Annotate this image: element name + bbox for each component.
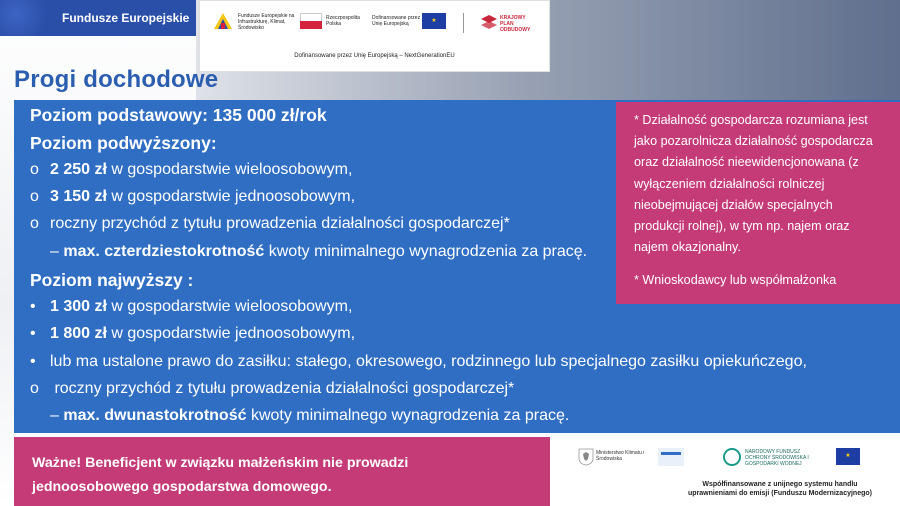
list-item-amount: 2 250 zł [50,161,107,178]
list-item-amount: 3 150 zł [50,188,107,205]
continuation-dash: – [50,243,64,260]
list-item-text: w gospodarstwie jednoosobowym, [106,325,356,342]
eu-flag-icon: ★ [422,13,446,29]
continuation-dash: – [50,407,64,424]
list-item-text: w gospodarstwie wieloosobowym, [106,161,353,178]
raised-continuation [50,243,587,261]
eu-flag-icon: ★ [836,448,860,465]
basic-level-label: Poziom podstawowy: [30,105,208,125]
list-item-text: roczny przychód z tytułu prowadzenia działalności gospodarczej* [50,215,510,232]
list-marker: o [30,380,39,397]
raised-level-heading [30,133,217,154]
page-title: Progi dochodowe [14,66,219,93]
cofinancing-caption [670,480,890,498]
pl-logo-text: Rzeczpospolita Polska [326,15,360,27]
list-item-text: lub ma ustalone prawo do zasiłku: stałego, okresowego, rodzinnego lub specjalnego zasiłku opiekuńczego, [50,353,807,370]
continuation-text: kwoty minimalnego wynagrodzenia za pracę. [264,243,588,260]
list-item [30,215,510,233]
list-marker: o [30,161,39,178]
pl-flag-icon [300,13,322,29]
highest-continuation [50,407,569,425]
important-line-2: jednoosobowego gospodarstwa domowego. [32,479,332,495]
list-item [30,161,352,179]
logo-divider [463,13,464,33]
funding-logo-strip [199,0,550,72]
list-item-text: w gospodarstwie jednoosobowym, [106,188,356,205]
list-item [30,380,514,398]
raised-level-heading-text: Poziom podwyższony: [30,133,217,153]
cofinancing-line-2: uprawnieniami do emisji (Funduszu Modernizacyjnego) [688,490,872,497]
list-item-text: roczny przychód z tytułu prowadzenia działalności gospodarczej* [50,380,515,397]
important-line-1: Ważne! Beneficjent w związku małżeńskim nie prowadzi [32,455,409,471]
ngeu-caption: Dofinansowane przez Unię Europejską – NextGenerationEU [294,53,455,59]
business-activity-note [616,102,900,304]
list-marker: • [30,353,36,370]
list-marker: • [30,325,36,342]
nfosigw-logo-icon [723,448,741,466]
ue-logo-text: Dofinansowane przez Unię Europejską [372,15,421,27]
list-marker: o [30,188,39,205]
list-item [30,325,355,343]
list-item [30,298,352,316]
continuation-text: kwoty minimalnego wynagrodzenia za pracę. [246,407,570,424]
list-marker: • [30,298,36,315]
kpo-logo-icon [479,13,499,33]
highest-level-heading [30,270,193,291]
list-item-amount: 1 300 zł [50,298,107,315]
cofinancing-line-1: Współfinansowane z unijnego systemu handlu [702,481,858,488]
nfos-logo-icon [658,448,684,466]
eu-banner [0,0,196,36]
coat-of-arms-icon [578,448,594,466]
nfosigw-logo-text: NARODOWY FUNDUSZ OCHRONY ŚRODOWISKA I GOSPODARKI WODNEJ [745,449,809,467]
note-applicant: * Wnioskodawcy lub współmałżonka [634,273,837,288]
continuation-bold: max. czterdziestokrotność [63,243,265,260]
list-item-amount: 1 800 zł [50,325,107,342]
basic-level-line [30,105,327,126]
footer-logos [550,437,900,506]
note-definition: * Działalność gospodarcza rozumiana jest jako pozarolnicza działalność gospodarcza oraz działalność nieewidencjonowana (z wyłączeniem działalności rolniczej nieobejmującej działów specjalnych produkcji rolnej), w tym np. najem oraz najem okazjonalny. [634,113,873,255]
list-item-text: w gospodarstwie wieloosobowym, [106,298,353,315]
eu-stars-icon [0,0,54,36]
highest-level-heading-text: Poziom najwyższy : [30,270,194,290]
fe-logo-text: Fundusze Europejskie na Infrastrukturę, Klimat, Środowisko [238,13,295,31]
fe-logo-icon [212,11,234,31]
basic-level-value: 135 000 zł/rok [207,105,327,125]
important-notice [14,437,550,506]
list-marker: o [30,215,39,232]
list-item [30,188,355,206]
list-item [30,353,807,371]
eu-banner-label: Fundusze Europejskie [62,11,190,25]
ministry-logo-text: Ministerstwo Klimatu i Środowiska [596,450,645,462]
continuation-bold: max. dwunastokrotność [63,407,247,424]
kpo-logo-text: KRAJOWY PLAN ODBUDOWY [500,15,531,33]
